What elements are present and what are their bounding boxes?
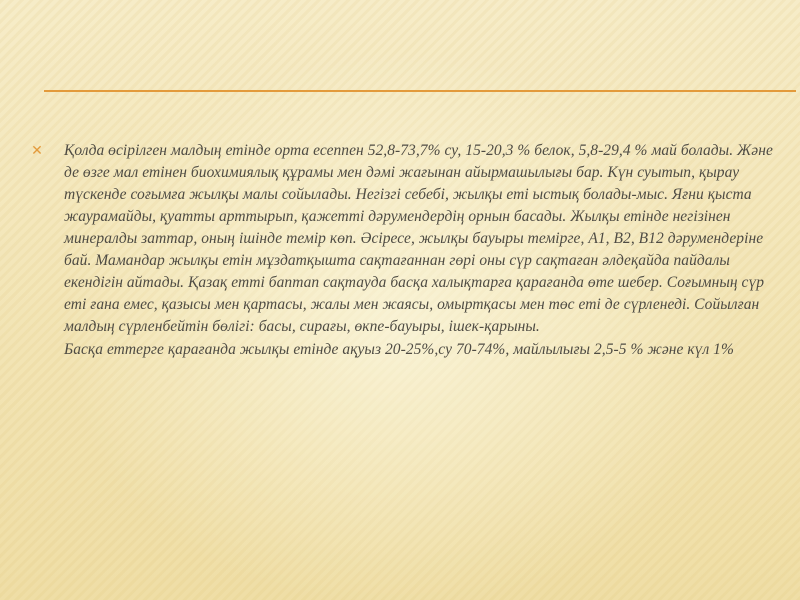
slide-body: [28, 140, 780, 362]
bullet-item: [28, 140, 780, 362]
bullet-x-icon: ✕: [31, 143, 43, 159]
header-divider-line: [44, 90, 796, 92]
horse-meat-composition-paragraph: Басқа еттерге қарағанда жылқы етінде ақуыз 20-25%,су 70-74%, майлылығы 2,5-5 % және күл 1%: [64, 341, 734, 358]
meat-composition-paragraph: Қолда өсірілген малдың етінде орта есеппен 52,8-73,7% су, 15-20,3 % белок, 5,8-29,4 % май болады. Және де өзге мал етінен биохимиялық құрамы мен дәмі жағынан айырмашылығы бар. Күн суытып, қырау түскенде соғымға жылқы малы сойылады. Негізгі себебі, жылқы еті ыстық болады-мыс. Яғни қыста жаурамайды, қуатты арттырып, қажетті дәрумендердің орнын басады. Жылқы етінде негізінен минералды заттар, оның ішінде темір көп. Әсіресе, жылқы бауыры темірге, А1, В2, В12 дәрумендеріне бай. Мамандар жылқы етін мұздатқышта сақтағаннан гөрі оны сүр сақтаған әлдеқайда пайдалы екендігін айтады. Қазақ етті баптап сақтауда басқа халықтарға қарағанда өте шебер. Соғымның сүр еті ғана емес, қазысы мен қартасы, жалы мен жаясы, омыртқасы мен төс еті де сүрленеді. Сойылған малдың сүрленбейтін бөлігі: басы, сирағы, өкпе-бауыры, ішек-қарыны.: [64, 142, 773, 335]
